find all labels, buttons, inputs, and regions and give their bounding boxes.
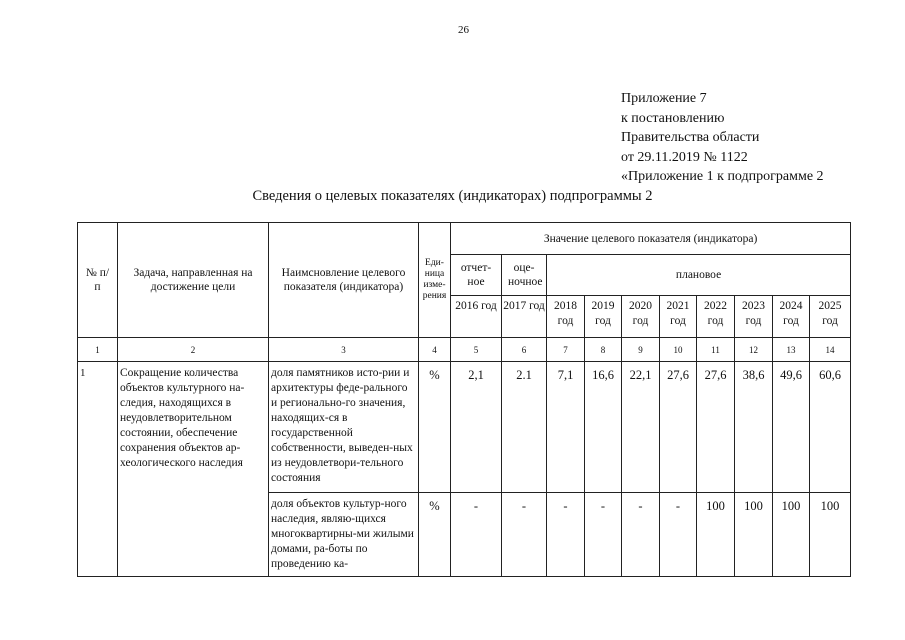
unit-cell: % (419, 493, 451, 577)
indicator-text: доля объектов культур-ного наследия, являю-щихся многоквартирны-ми жилыми домами, ра-боты по проведению ка- (269, 493, 419, 577)
column-number: 12 (735, 338, 773, 362)
value-cell: 49,6 (773, 362, 810, 493)
column-number: 5 (451, 338, 502, 362)
year-cell: 2024 год (773, 296, 810, 338)
value-cell: - (451, 493, 502, 577)
value-cell: 38,6 (735, 362, 773, 493)
value-cell: 100 (735, 493, 773, 577)
appendix-line: от 29.11.2019 № 1122 (621, 149, 748, 165)
value-cell: - (547, 493, 585, 577)
value-cell: 27,6 (697, 362, 735, 493)
value-cell: - (502, 493, 547, 577)
column-number: 6 (502, 338, 547, 362)
document-title: Сведения о целевых показателях (индикаторах) подпрограммы 2 (252, 188, 653, 204)
year-cell: 2021 год (660, 296, 697, 338)
value-cell: 27,6 (660, 362, 697, 493)
unit-cell: % (419, 362, 451, 493)
value-cell: 22,1 (622, 362, 660, 493)
header-planned: плановое (547, 255, 851, 296)
header-estimated: оце-ночное (502, 255, 547, 296)
column-number: 7 (547, 338, 585, 362)
year-cell: 2022 год (697, 296, 735, 338)
value-cell: 100 (773, 493, 810, 577)
column-number: 1 (78, 338, 118, 362)
column-number: 8 (585, 338, 622, 362)
value-cell: 2,1 (451, 362, 502, 493)
year-cell: 2019 год (585, 296, 622, 338)
value-cell: - (622, 493, 660, 577)
header-unit: Еди-ница изме-рения (419, 223, 451, 338)
column-numbers-row (78, 338, 851, 362)
year-cell: 2023 год (735, 296, 773, 338)
column-number: 13 (773, 338, 810, 362)
header-indicator-name: Наимсновление целевого показателя (индикатора) (269, 223, 419, 338)
indicator-text: доля памятников исто-рии и архитектуры феде-рального и регионально-го значения, находящих-ся в государственной собственности, выведен-ных из неудовлетвори-тельного состояния (269, 362, 419, 493)
value-cell: 60,6 (810, 362, 851, 493)
year-cell: 2017 год (502, 296, 547, 338)
column-number: 9 (622, 338, 660, 362)
year-cell: 2018 год (547, 296, 585, 338)
value-cell: - (660, 493, 697, 577)
indicators-table (77, 222, 851, 577)
value-cell: 16,6 (585, 362, 622, 493)
year-cell: 2016 год (451, 296, 502, 338)
value-cell: 2.1 (502, 362, 547, 493)
value-cell: 100 (697, 493, 735, 577)
table-row (78, 362, 851, 493)
column-number: 2 (118, 338, 269, 362)
appendix-line: «Приложение 1 к подпрограмме 2 (621, 169, 824, 185)
task-text: Сокращение количества объектов культурного на-следия, находящихся в неудовлетворительном состоянии, обеспечение сохранения объектов ар-хеологического наследия (118, 362, 269, 577)
header-value-group: Значение целевого показателя (индикатора) (451, 223, 851, 255)
header-num: № п/п (78, 223, 118, 338)
appendix-line: Правительства области (621, 130, 760, 146)
row-number: 1 (78, 362, 118, 577)
column-number: 4 (419, 338, 451, 362)
value-cell: 100 (810, 493, 851, 577)
header-task: Задача, направленная на достижение цели (118, 223, 269, 338)
header-reported: отчет-ное (451, 255, 502, 296)
column-number: 11 (697, 338, 735, 362)
column-number: 3 (269, 338, 419, 362)
appendix-line: Приложение 7 (621, 91, 707, 106)
column-number: 14 (810, 338, 851, 362)
appendix-line: к постановлению (621, 110, 725, 126)
year-cell: 2025 год (810, 296, 851, 338)
value-cell: - (585, 493, 622, 577)
appendix-block (621, 89, 824, 187)
year-cell: 2020 год (622, 296, 660, 338)
page-number: 26 (458, 24, 469, 36)
column-number: 10 (660, 338, 697, 362)
header-row (78, 223, 851, 255)
value-cell: 7,1 (547, 362, 585, 493)
